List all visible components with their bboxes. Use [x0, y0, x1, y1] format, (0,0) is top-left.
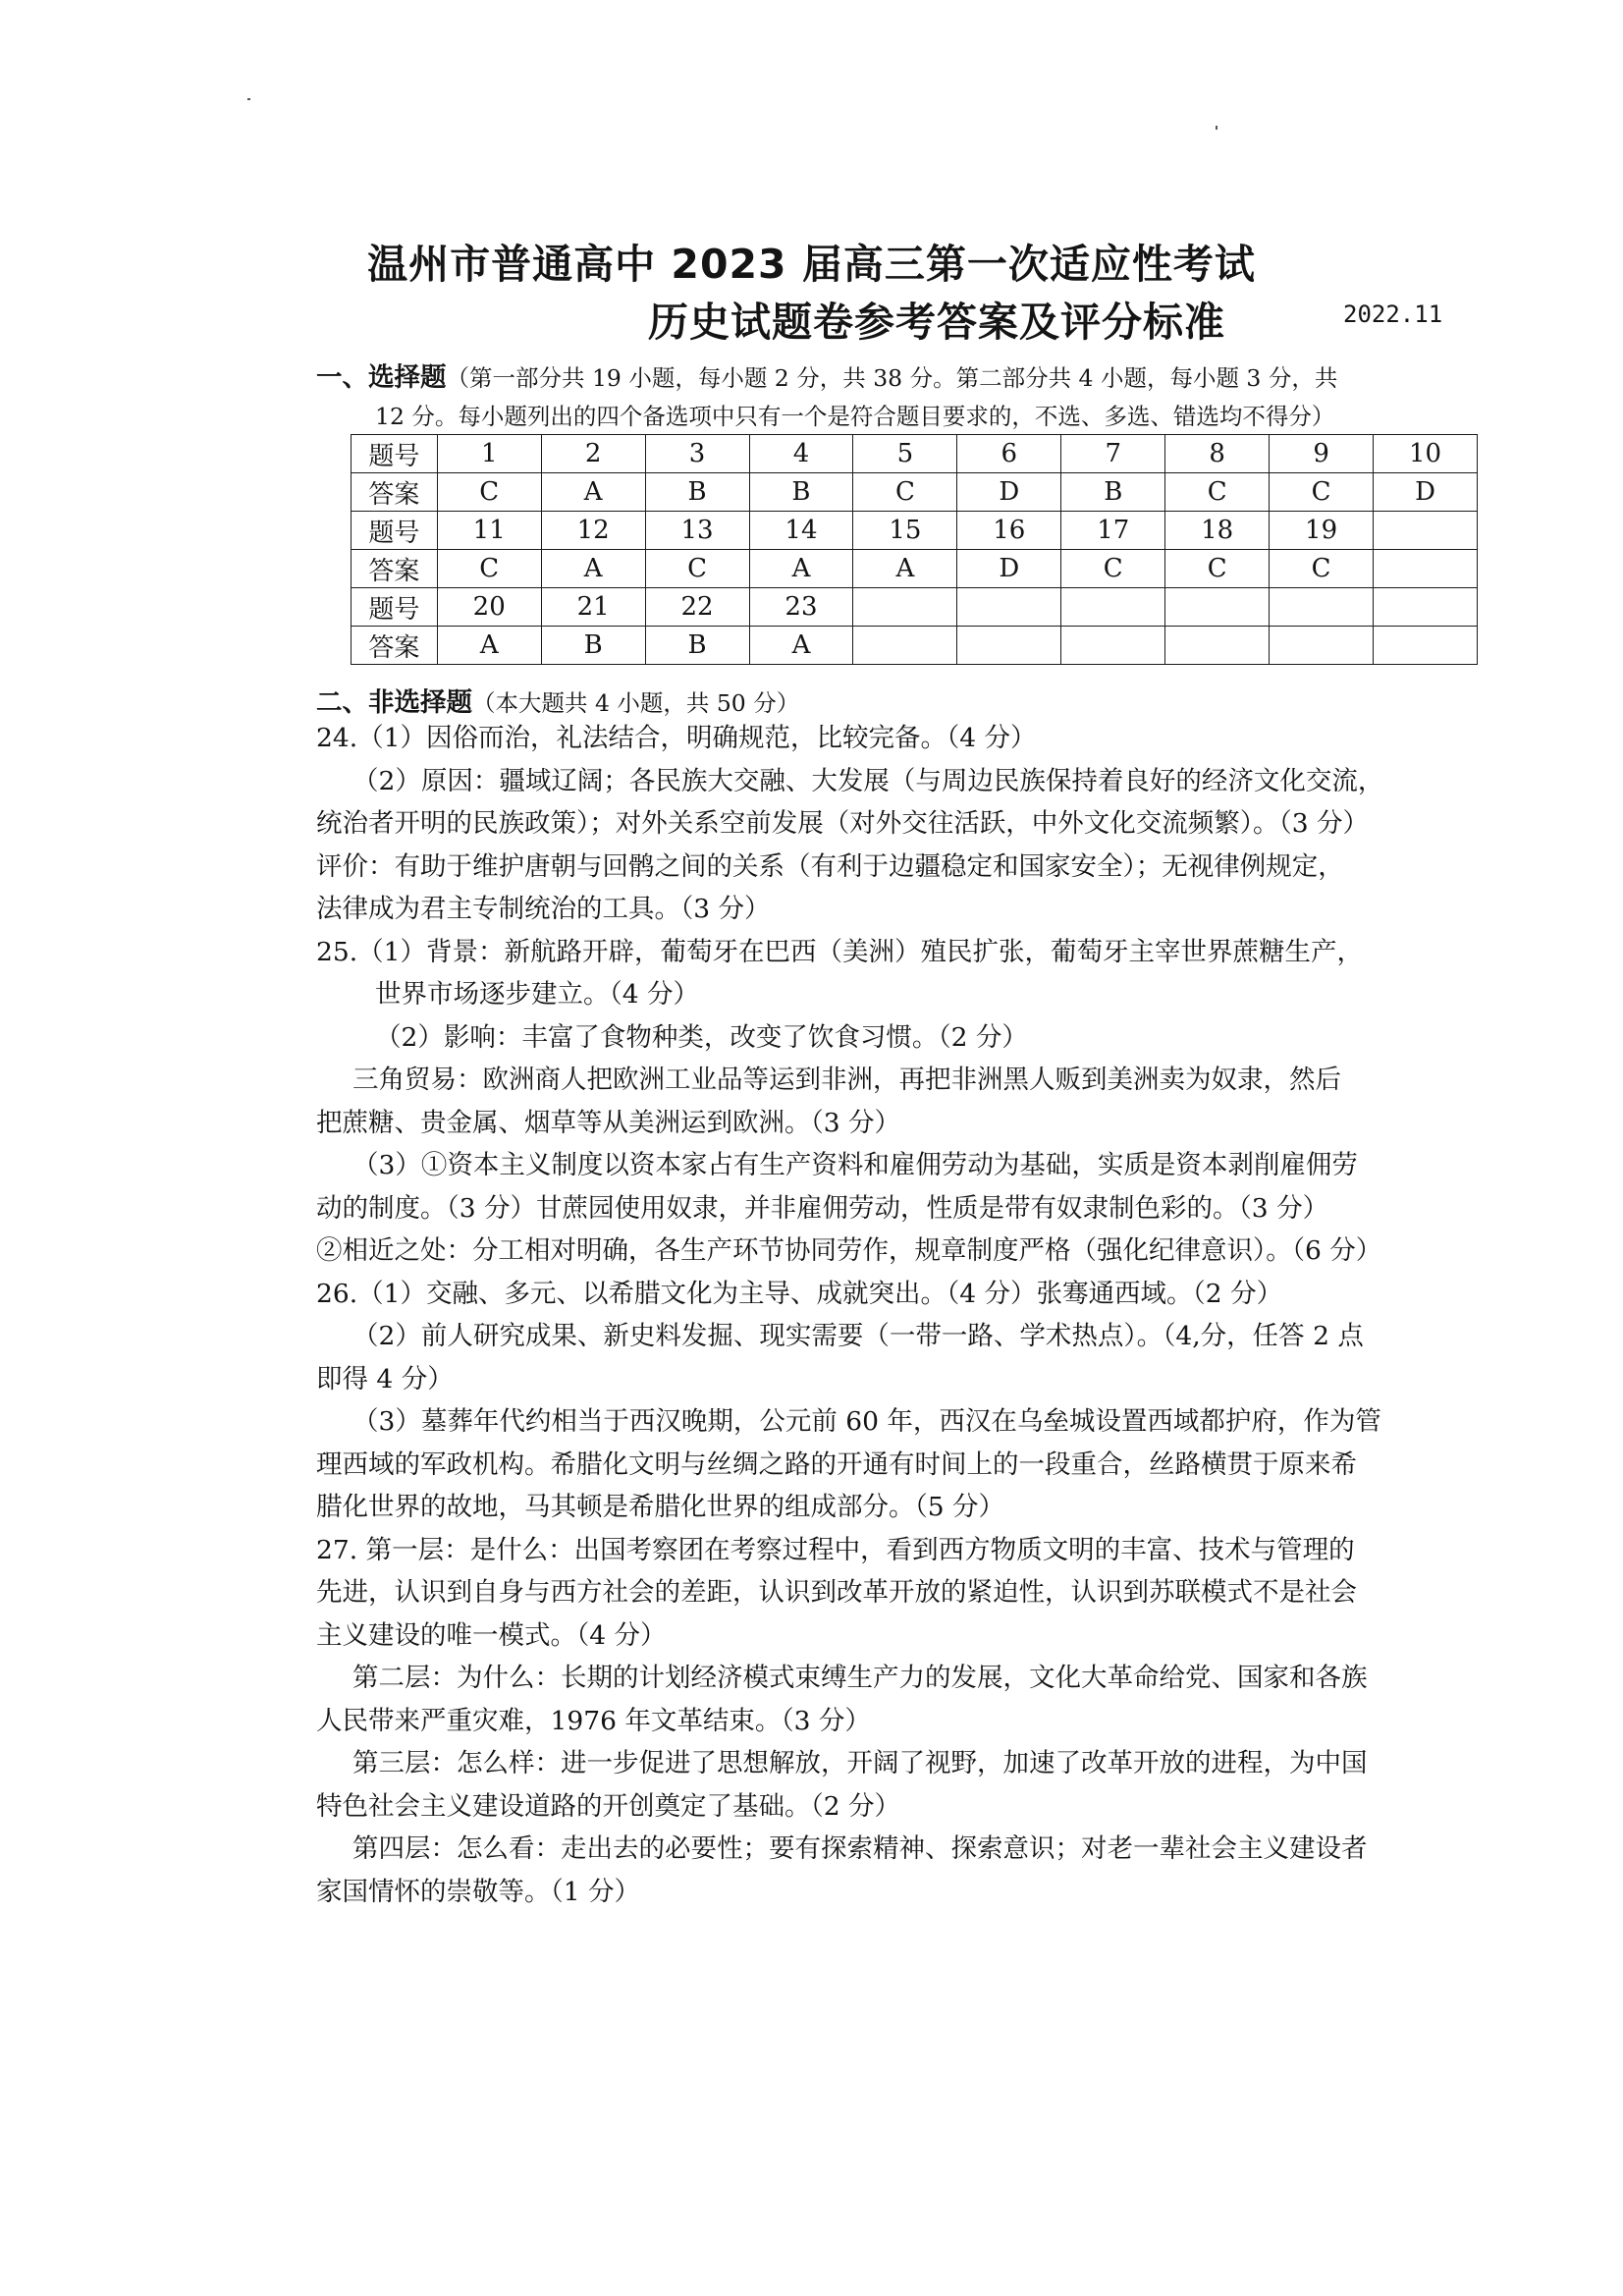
table-cell	[1374, 627, 1478, 665]
table-cell: A	[541, 473, 645, 512]
section2-note: （本大题共 4 小题，共 50 分）	[472, 689, 800, 717]
answer-table	[351, 434, 1478, 665]
table-cell: A	[749, 627, 853, 665]
table-cell: A	[749, 550, 853, 588]
answer-line: 第二层：为什么：长期的计划经济模式束缚生产力的发展，文化大革命给党、国家和各族	[352, 1663, 1368, 1693]
table-cell: 8	[1165, 435, 1270, 473]
answer-line: 统治者开明的民族政策）；对外关系空前发展（对外交往活跃，中外文化交流频繁）。（3 分）	[316, 808, 1370, 839]
scan-mark	[247, 98, 250, 100]
page-subtitle: 历史试题卷参考答案及评分标准	[648, 299, 1225, 346]
section1-heading: 一、选择题	[316, 362, 447, 393]
answer-line: 25.（1）背景：新航路开辟，葡萄牙在巴西（美洲）殖民扩张，葡萄牙主宰世界蔗糖生产，	[316, 936, 1364, 967]
answer-line: 世界市场逐步建立。（4 分）	[375, 979, 700, 1010]
table-cell: 22	[645, 588, 749, 627]
table-cell: 13	[645, 512, 749, 550]
table-cell: A	[853, 550, 957, 588]
section1-note-line2	[375, 398, 1334, 431]
row-header-cell: 答案	[352, 627, 438, 665]
table-cell: 20	[437, 588, 541, 627]
table-row	[352, 473, 1478, 512]
answer-line: 即得 4 分）	[316, 1363, 454, 1394]
table-cell: D	[957, 473, 1061, 512]
table-cell	[1374, 588, 1478, 627]
table-cell: 12	[541, 512, 645, 550]
row-header-cell: 题号	[352, 588, 438, 627]
table-cell: A	[541, 550, 645, 588]
answer-line: 理西域的军政机构。希腊化文明与丝绸之路的开通有时间上的一段重合，丝路横贯于原来希	[316, 1449, 1357, 1480]
section1-note-2: 12 分。每小题列出的四个备选项中只有一个是符合题目要求的，不选、多选、错选均不得分）	[375, 403, 1335, 430]
table-cell: C	[1165, 473, 1270, 512]
table-row	[352, 627, 1478, 665]
table-cell	[1374, 512, 1478, 550]
table-cell: 7	[1061, 435, 1165, 473]
table-cell: C	[853, 473, 957, 512]
table-cell	[1061, 627, 1165, 665]
answer-line: （3）①资本主义制度以资本家占有生产资料和雇佣劳动为基础，实质是资本剥削雇佣劳	[352, 1150, 1358, 1180]
table-cell: 2	[541, 435, 645, 473]
table-cell: B	[541, 627, 645, 665]
table-cell: C	[1165, 550, 1270, 588]
table-row	[352, 512, 1478, 550]
table-row	[352, 550, 1478, 588]
table-cell: 5	[853, 435, 957, 473]
table-cell: 1	[437, 435, 541, 473]
answer-line: 法律成为君主专制统治的工具。（3 分）	[316, 894, 771, 924]
answer-line: 第三层：怎么样：进一步促进了思想解放，开阔了视野，加速了改革开放的进程，为中国	[352, 1748, 1368, 1778]
table-cell: 4	[749, 435, 853, 473]
table-cell	[1374, 550, 1478, 588]
answer-line: 特色社会主义建设道路的开创奠定了基础。（2 分）	[316, 1790, 901, 1822]
table-cell: C	[1270, 550, 1374, 588]
table-cell	[1165, 627, 1270, 665]
answer-line: 家国情怀的崇敬等。（1 分）	[316, 1876, 641, 1907]
section1-note-1: （第一部分共 19 小题，每小题 2 分，共 38 分。第二部分共 4 小题，每小题 3 分，共	[446, 364, 1338, 392]
section2-heading: 二、非选择题	[316, 687, 472, 718]
table-cell: 19	[1270, 512, 1374, 550]
table-cell: C	[645, 550, 749, 588]
table-row	[352, 588, 1478, 627]
table-cell: 18	[1165, 512, 1270, 550]
table-cell: B	[749, 473, 853, 512]
answer-line: （2）影响：丰富了食物种类，改变了饮食习惯。（2 分）	[375, 1021, 1028, 1053]
answer-line: 先进，认识到自身与西方社会的差距，认识到改革开放的紧迫性，认识到苏联模式不是社会	[316, 1577, 1357, 1608]
scan-mark	[1216, 126, 1217, 130]
table-row	[352, 435, 1478, 473]
page-title: 温州市普通高中 2023 届高三第一次适应性考试	[367, 241, 1256, 288]
row-header-cell: 题号	[352, 512, 438, 550]
table-cell: C	[1061, 550, 1165, 588]
answer-body	[316, 717, 1475, 1913]
table-cell: B	[645, 473, 749, 512]
answer-line: 三角贸易：欧洲商人把欧洲工业品等运到非洲，再把非洲黑人贩到美洲卖为奴隶，然后	[352, 1065, 1341, 1095]
table-cell	[1270, 588, 1374, 627]
table-cell: 3	[645, 435, 749, 473]
table-cell: D	[1374, 473, 1478, 512]
answer-line: （3）墓葬年代约相当于西汉晚期，公元前 60 年，西汉在乌垒城设置西域都护府，作为管	[352, 1406, 1381, 1437]
table-cell: B	[645, 627, 749, 665]
section2-header	[316, 681, 799, 719]
answer-line: 26.（1）交融、多元、以希腊文化为主导、成就突出。（4 分）张骞通西域。（2 分）	[316, 1278, 1283, 1309]
table-cell: A	[437, 627, 541, 665]
table-cell: 10	[1374, 435, 1478, 473]
row-header-cell: 题号	[352, 435, 438, 473]
table-cell	[1061, 588, 1165, 627]
table-cell: C	[437, 550, 541, 588]
table-cell	[853, 627, 957, 665]
answer-line: 人民带来严重灾难，1976 年文革结束。（3 分）	[316, 1705, 871, 1736]
table-cell: 16	[957, 512, 1061, 550]
table-cell	[853, 588, 957, 627]
table-cell: 14	[749, 512, 853, 550]
table-cell: C	[1270, 473, 1374, 512]
answer-line: 第四层：怎么看：走出去的必要性；要有探索精神、探索意识；对老一辈社会主义建设者	[352, 1833, 1368, 1864]
answer-line: 腊化世界的故地，马其顿是希腊化世界的组成部分。（5 分）	[316, 1492, 1005, 1522]
table-cell: 6	[957, 435, 1061, 473]
answer-line: 24.（1）因俗而治，礼法结合，明确规范，比较完备。（4 分）	[316, 723, 1037, 753]
answer-line: （2）前人研究成果、新史料发掘、现实需要（一带一路、学术热点）。（4,分，任答 2 点	[352, 1321, 1364, 1351]
table-cell: 17	[1061, 512, 1165, 550]
table-cell	[957, 627, 1061, 665]
answer-line: 评价：有助于维护唐朝与回鹘之间的关系（有利于边疆稳定和国家安全）；无视律例规定，	[316, 850, 1344, 882]
answer-line: 主义建设的唯一模式。（4 分）	[316, 1619, 667, 1651]
table-cell	[1165, 588, 1270, 627]
answer-line: （2）原因：疆域辽阔；各民族大交融、大发展（与周边民族保持着良好的经济文化交流，	[352, 765, 1384, 796]
table-cell: 9	[1270, 435, 1374, 473]
table-cell: 21	[541, 588, 645, 627]
answer-line: 27. 第一层：是什么：出国考察团在考察过程中，看到西方物质文明的丰富、技术与管理的	[316, 1534, 1355, 1565]
row-header-cell: 答案	[352, 550, 438, 588]
table-cell: 11	[437, 512, 541, 550]
table-cell	[957, 588, 1061, 627]
answer-line: ②相近之处：分工相对明确，各生产环节协同劳作，规章制度严格（强化纪律意识）。（6 分）	[316, 1235, 1382, 1266]
table-cell: B	[1061, 473, 1165, 512]
table-cell: 15	[853, 512, 957, 550]
table-cell	[1270, 627, 1374, 665]
answer-line: 动的制度。（3 分）甘蔗园使用奴隶，并非雇佣劳动，性质是带有奴隶制色彩的。（3 分）	[316, 1192, 1329, 1224]
row-header-cell: 答案	[352, 473, 438, 512]
table-cell: D	[957, 550, 1061, 588]
document-date: 2022.11	[1343, 301, 1443, 328]
table-cell: 23	[749, 588, 853, 627]
answer-line: 把蔗糖、贵金属、烟草等从美洲运到欧洲。（3 分）	[316, 1107, 901, 1138]
table-cell: C	[437, 473, 541, 512]
section1-header	[316, 355, 1337, 394]
